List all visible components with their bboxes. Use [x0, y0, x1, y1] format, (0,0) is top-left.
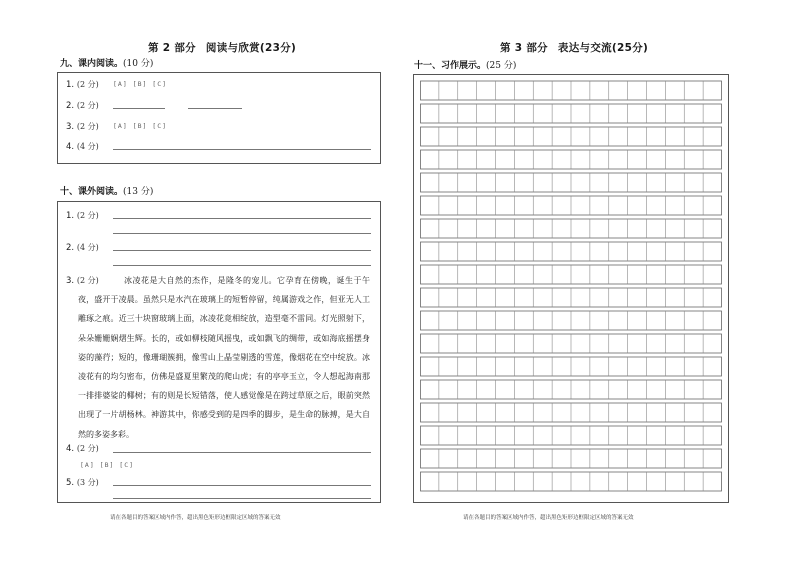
s9-q3-options[interactable]: [A] [B] [C] — [113, 122, 168, 130]
s9-q1-num: 1. — [66, 80, 75, 90]
s10-q1 — [66, 210, 99, 221]
s10-q5-line-2[interactable] — [113, 498, 371, 499]
right-footer-note: 请在各题目的答案区域内作答，超出黑色矩形边框限定区域的答案无效 — [463, 515, 634, 521]
s10-q5-points: (3 分) — [76, 478, 99, 487]
section9-score: (10 分) — [123, 59, 154, 69]
s9-q4-points: (4 分) — [76, 142, 99, 151]
section9-label: 九、课内阅读。 — [60, 59, 124, 69]
s10-q2 — [66, 242, 99, 253]
s9-q2-line-2[interactable] — [188, 108, 242, 109]
s9-q2-points: (2 分) — [76, 101, 99, 110]
section10-label: 十、课外阅读。 — [60, 187, 124, 197]
section9-answer-box — [57, 72, 381, 164]
s9-q3 — [66, 121, 99, 132]
s10-q1-line-1[interactable] — [113, 218, 371, 219]
section11-score: (25 分) — [486, 61, 517, 71]
s10-q5-line-1[interactable] — [113, 485, 371, 486]
section10-title — [60, 184, 153, 197]
part2-title — [148, 40, 296, 55]
s10-q4 — [66, 443, 99, 454]
s10-q3-num: 3. — [66, 276, 75, 286]
s9-q1-options[interactable]: [A] [B] [C] — [113, 80, 168, 88]
s10-q2-num: 2. — [66, 243, 75, 253]
s10-q4-num: 4. — [66, 444, 75, 454]
s9-q1-points: (2 分) — [76, 80, 99, 89]
s10-q5-num: 5. — [66, 478, 75, 488]
s10-q2-line-1[interactable] — [113, 250, 371, 251]
s10-q4-options[interactable]: [A] [B] [C] — [80, 461, 135, 469]
s10-q3-points: (2 分) — [76, 276, 99, 285]
s10-passage — [78, 271, 370, 444]
s10-q4-line[interactable] — [113, 452, 371, 453]
left-footer-note: 请在各题目的答案区域内作答，超出黑色矩形边框限定区域的答案无效 — [110, 515, 281, 521]
s9-q2 — [66, 100, 99, 111]
part3-subtitle: 表达与交流(25分) — [557, 42, 649, 54]
section9-title — [60, 56, 153, 69]
s9-q4 — [66, 141, 99, 152]
s10-q1-line-2[interactable] — [113, 233, 371, 234]
s10-q2-points: (4 分) — [76, 243, 99, 252]
section11-title — [414, 58, 516, 71]
part3-title — [500, 40, 648, 55]
s10-q1-num: 1. — [66, 211, 75, 221]
section10-score: (13 分) — [123, 187, 154, 197]
part3-label: 第 3 部分 — [500, 42, 548, 54]
s9-q1 — [66, 79, 99, 90]
s10-q4-points: (2 分) — [76, 444, 99, 453]
s9-q2-line-1[interactable] — [113, 108, 165, 109]
part2-subtitle: 阅读与欣赏(23分) — [205, 42, 297, 54]
s9-q2-num: 2. — [66, 101, 75, 111]
s9-q4-num: 4. — [66, 142, 75, 152]
s9-q4-line[interactable] — [113, 149, 371, 150]
s9-q3-num: 3. — [66, 122, 75, 132]
part2-label: 第 2 部分 — [148, 42, 196, 54]
s10-q1-points: (2 分) — [76, 211, 99, 220]
s10-q2-line-2[interactable] — [113, 265, 371, 266]
s10-passage-text: 冰凌花是大自然的杰作，是隆冬的宠儿。它孕育在傍晚，诞生于午夜，盛开于凌晨。虽然只是水汽在玻璃上的短暂停留，纯属游戏之作，但亚无人工雕琢之痕。近三十块窗玻璃上面，冰凌花竟相绽放，造型毫不雷同。灯光照射下，朵朵姗姗娴熠生辉。长的，或如柳枝随风摇曳，或如飘飞的绸带，或如海底摇摆身姿的藻荇；短的，像珊瑚簇拥，像雪山上晶莹剔透的雪莲，像烟花在空中绽放。冰凌花有的均匀密布，仿佛是盛夏里繁茂的爬山虎；有的亭亭玉立，令人想起海南那一排排婆娑的椰树；有的则是长短错落，使人感觉像是在跨过草原之后，眼前突然出现了一片胡杨林。神游其中，你感受到的是四季的脚步，是生命的脉搏，是大自然的多姿多彩。 — [78, 276, 370, 439]
section11-label: 十一、习作展示。 — [414, 61, 487, 71]
s10-q5 — [66, 477, 99, 488]
composition-grid[interactable] — [420, 80, 722, 494]
s9-q3-points: (2 分) — [76, 122, 99, 131]
